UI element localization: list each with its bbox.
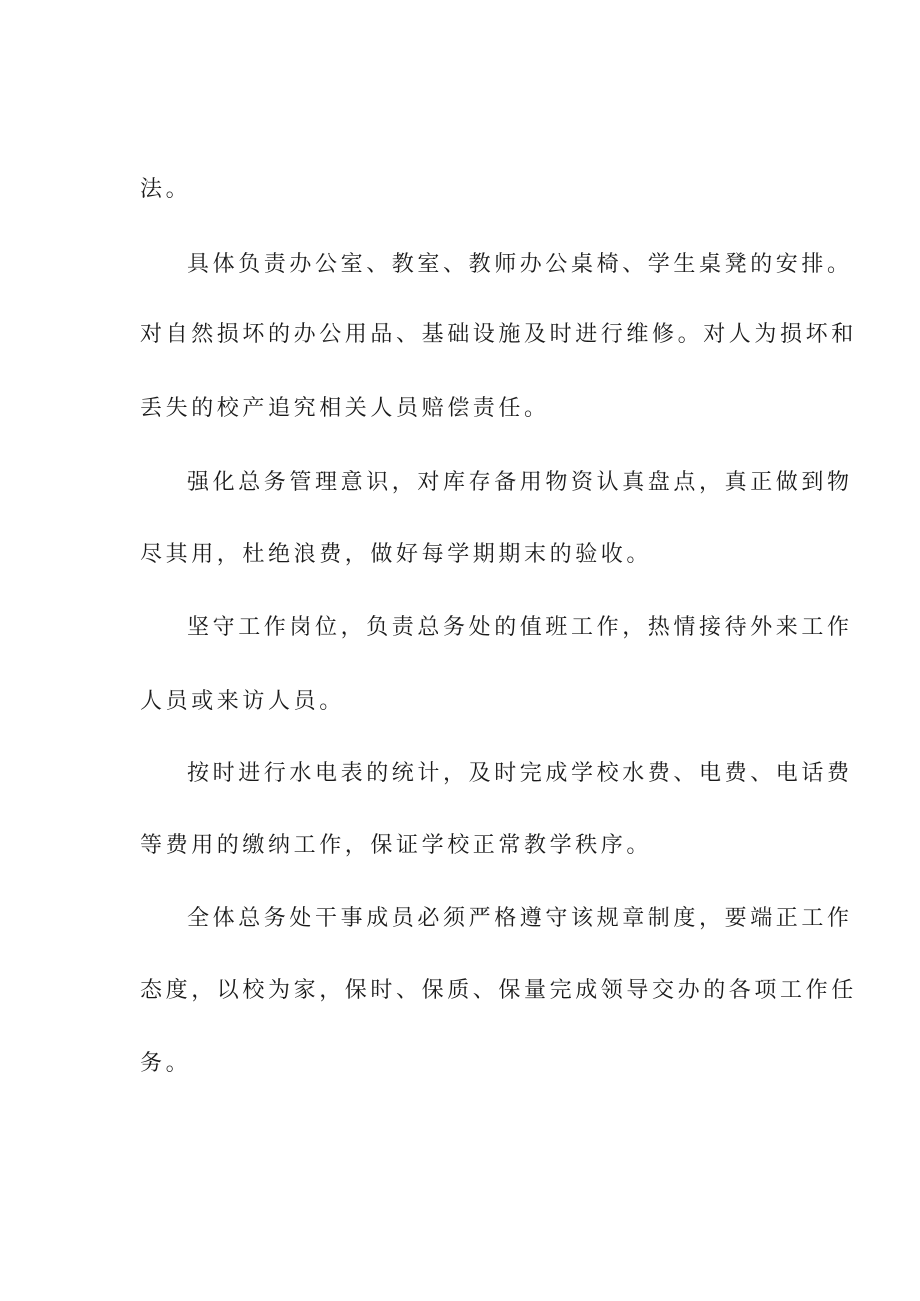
paragraph-4-line-2: 等费用的缴纳工作，保证学校正常教学秩序。	[140, 833, 653, 858]
paragraph-2-line-1: 强化总务管理意识，对库存备用物资认真盘点，真正做到物	[187, 470, 853, 495]
paragraph-3-line-1: 坚守工作岗位，负责总务处的值班工作，热情接待外来工作	[187, 615, 853, 640]
paragraph-3-line-2: 人员或来访人员。	[140, 689, 345, 714]
paragraph-1-line-2: 对自然损坏的办公用品、基础设施及时进行维修。对人为损坏和	[140, 322, 857, 347]
paragraph-5-line-2: 态度，以校为家，保时、保质、保量完成领导交办的各项工作任	[140, 978, 857, 1003]
paragraph-1-line-3: 丢失的校产追究相关人员赔偿责任。	[140, 396, 550, 421]
paragraph-5-line-3: 务。	[140, 1051, 192, 1076]
paragraph-1-line-1: 具体负责办公室、教室、教师办公桌椅、学生桌凳的安排。	[187, 252, 853, 277]
paragraph-2-line-2: 尽其用，杜绝浪费，做好每学期期末的验收。	[140, 542, 653, 567]
paragraph-5-line-1: 全体总务处干事成员必须严格遵守该规章制度，要端正工作	[187, 906, 853, 931]
text-line-1: 法。	[140, 177, 192, 202]
paragraph-4-line-1: 按时进行水电表的统计，及时完成学校水费、电费、电话费	[187, 761, 853, 786]
